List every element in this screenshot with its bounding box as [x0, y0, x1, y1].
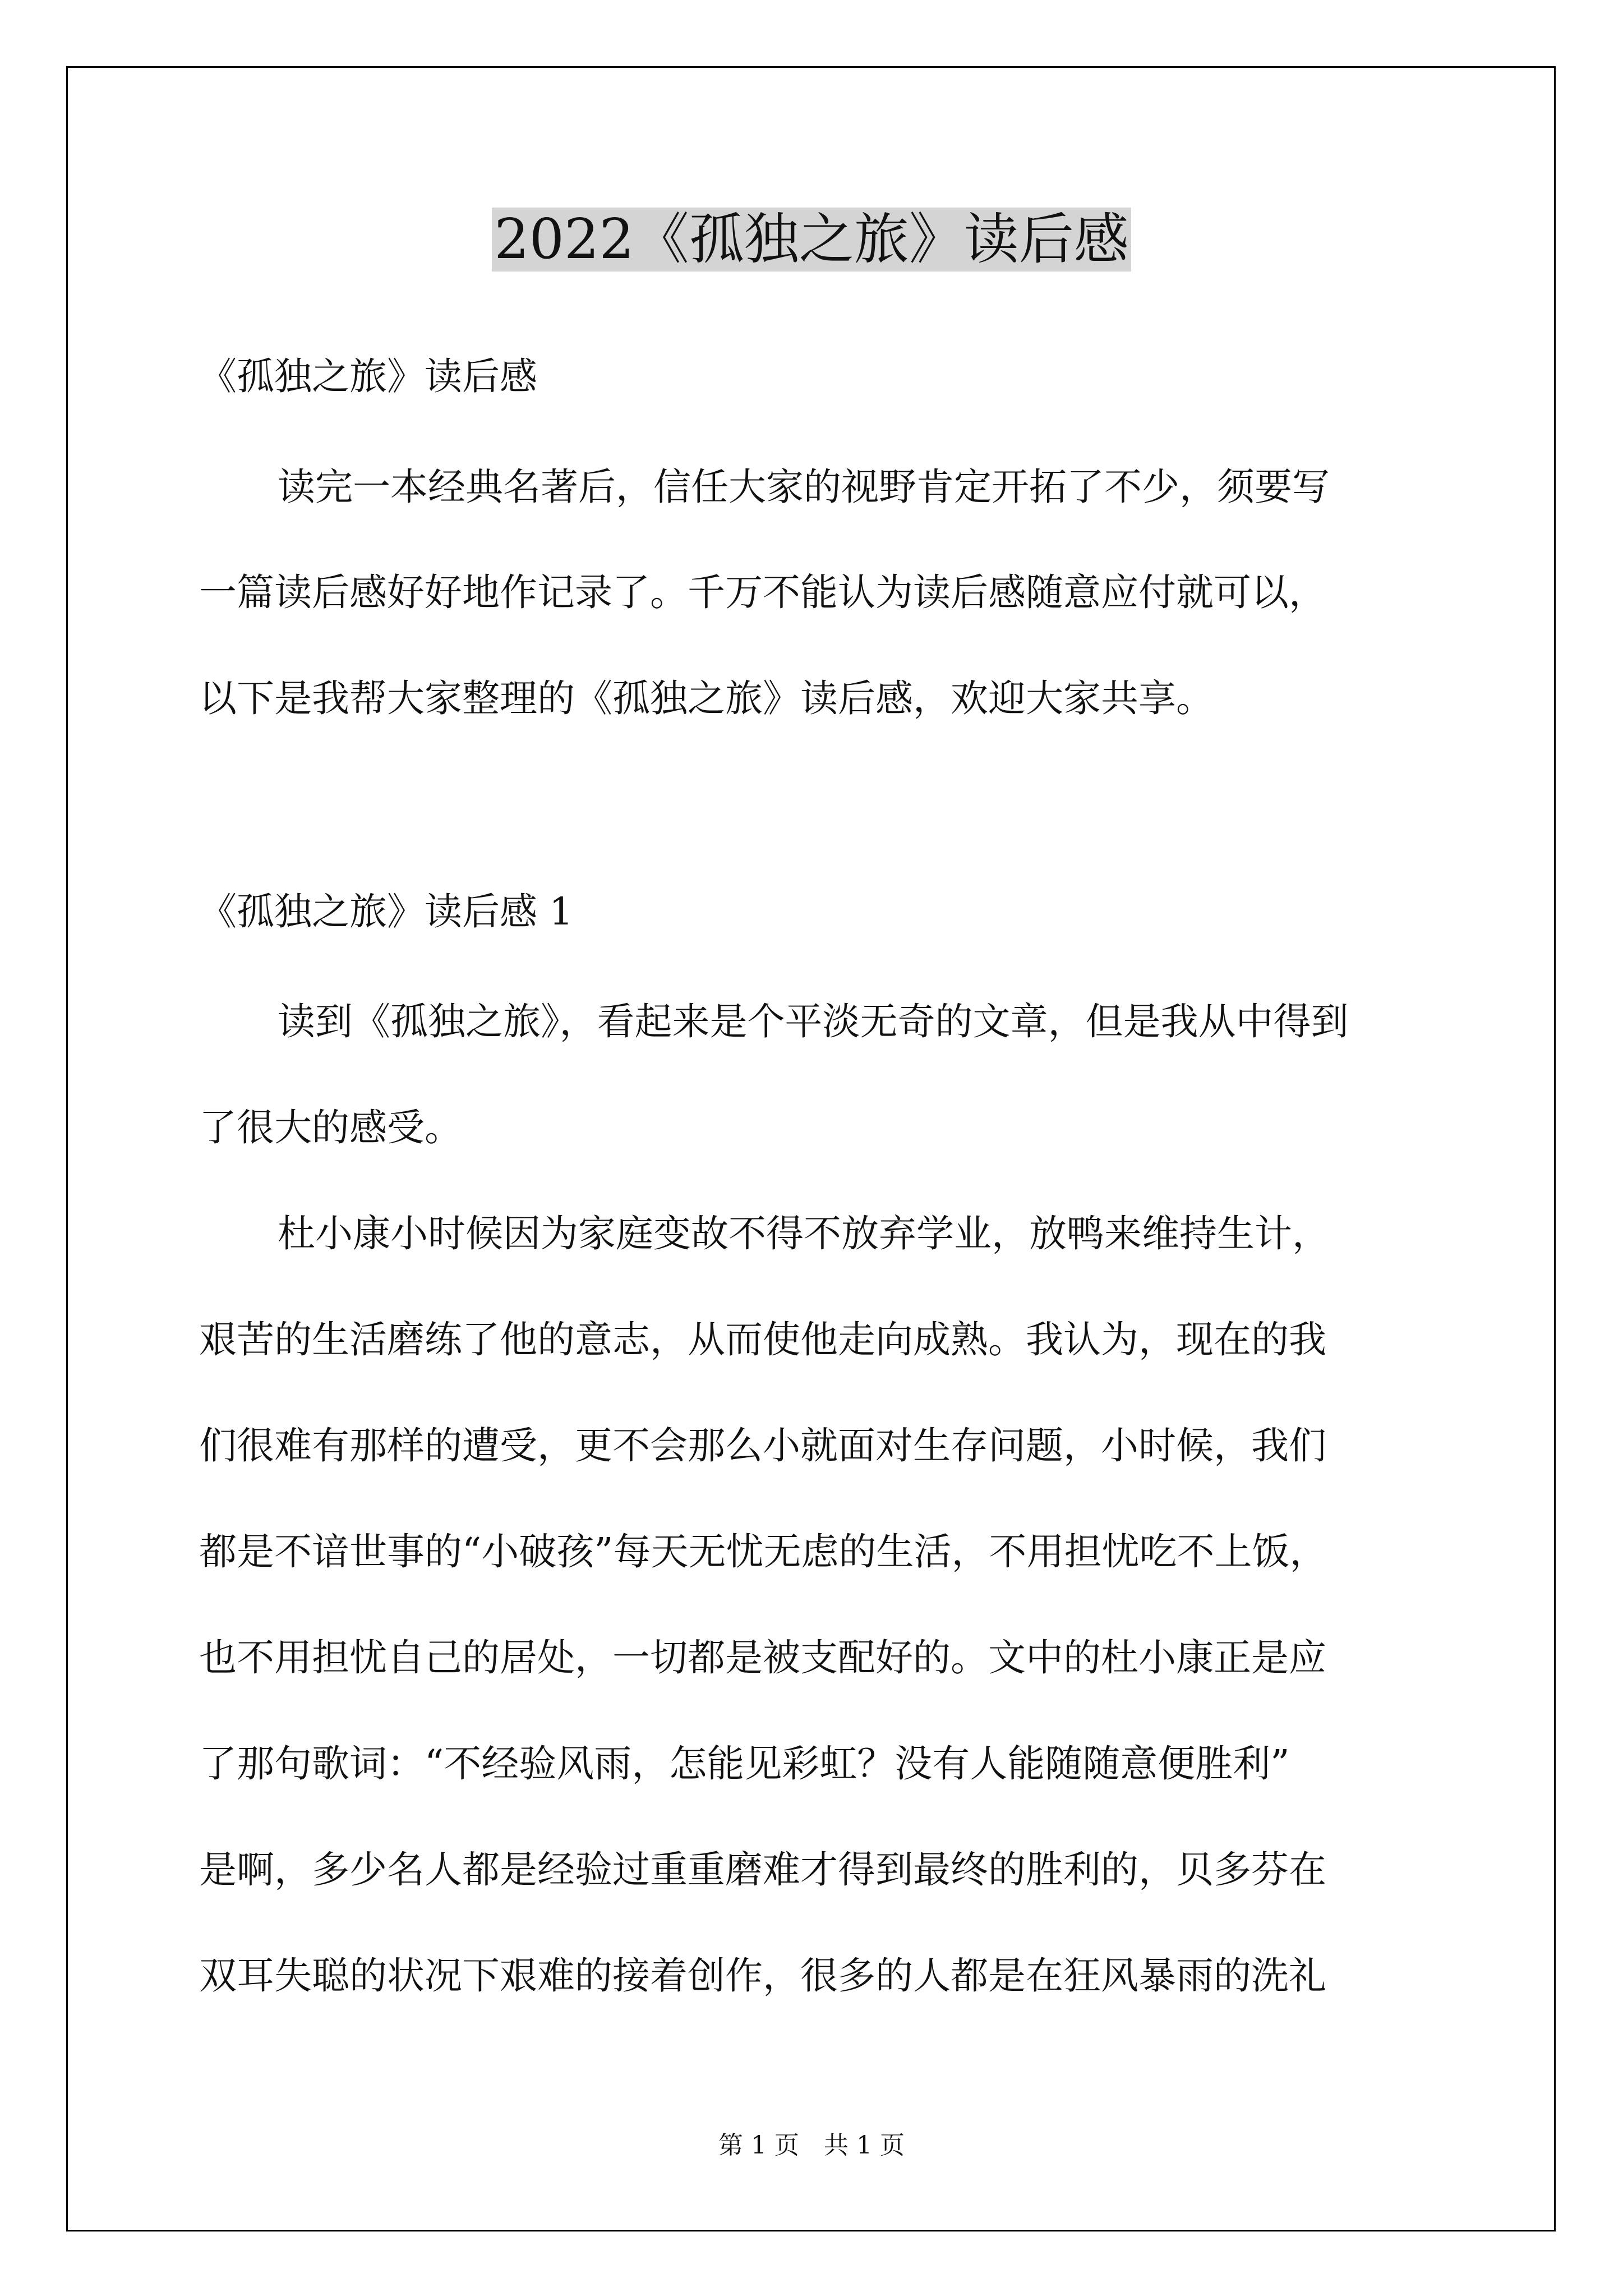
body-paragraph-line: 都是不谙世事的“小破孩”每天无忧无虑的生活，不用担忧吃不上饭，	[199, 1530, 1327, 1573]
intro-paragraph-line: 一篇读后感好好地作记录了。千万不能认为读后感随意应付就可以，	[199, 570, 1326, 614]
body-paragraph-line: 了那句歌词：“不经验风雨，怎能见彩虹？没有人能随随意便胜利”	[199, 1742, 1290, 1786]
body-paragraph-line: 是啊，多少名人都是经验过重重磨难才得到最终的胜利的，贝多芬在	[199, 1848, 1326, 1892]
body-paragraph-line: 们很难有那样的遭受，更不会那么小就面对生存问题，小时候，我们	[199, 1424, 1326, 1467]
body-paragraph-line: 了很大的感受。	[199, 1106, 462, 1149]
intro-paragraph-line: 以下是我帮大家整理的《孤独之旅》读后感，欢迎大家共享。	[199, 677, 1214, 720]
intro-paragraph-line: 读完一本经典名著后，信任大家的视野肯定开拓了不少，须要写	[278, 465, 1330, 509]
section-heading: 《孤独之旅》读后感 1	[199, 890, 573, 933]
body-paragraph-line: 艰苦的生活磨练了他的意志，从而使他走向成熟。我认为，现在的我	[199, 1318, 1326, 1361]
body-paragraph-line: 也不用担忧自己的居处，一切都是被支配好的。文中的杜小康正是应	[199, 1636, 1326, 1680]
body-paragraph-line: 双耳失聪的状况下艰难的接着创作，很多的人都是在狂风暴雨的洗礼	[199, 1954, 1326, 1998]
intro-heading: 《孤独之旅》读后感	[199, 355, 537, 398]
body-paragraph-line: 杜小康小时候因为家庭变故不得不放弃学业，放鸭来维持生计，	[278, 1212, 1330, 1255]
document-title: 2022《孤独之旅》读后感	[0, 203, 1623, 276]
page-footer: 第 1 页 共 1 页	[718, 2131, 905, 2160]
body-paragraph-line: 读到《孤独之旅》，看起来是个平淡无奇的文章，但是我从中得到	[278, 1000, 1349, 1043]
